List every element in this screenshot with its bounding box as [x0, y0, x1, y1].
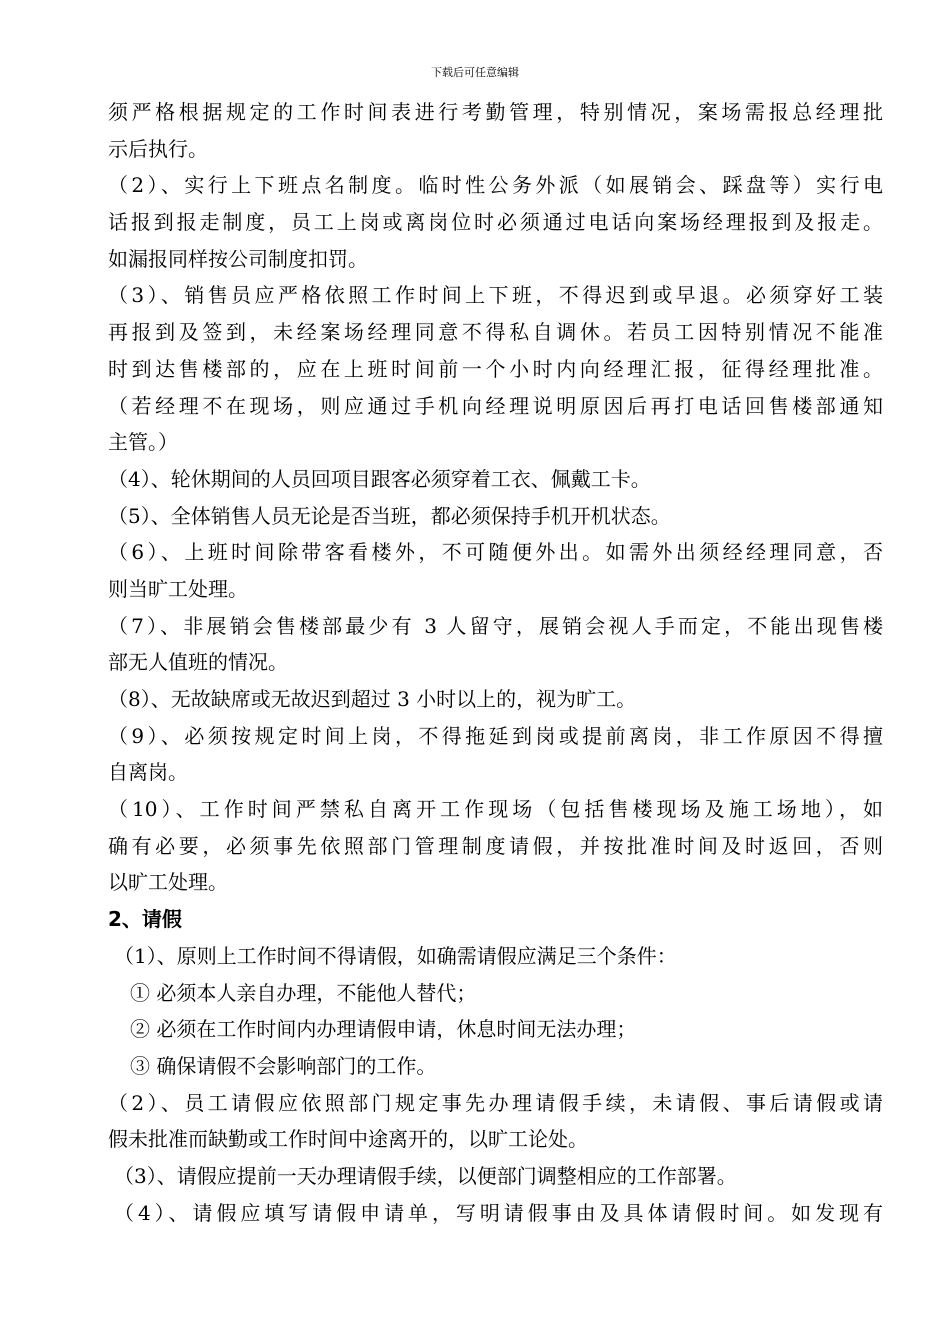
text-line: （4）、轮休期间的人员回项目跟客必须穿着工衣、佩戴工卡。 [108, 466, 651, 491]
text-line: （6）、上班时间除带客看楼外，不可随便外出。如需外出须经经理同意，否 [108, 540, 883, 565]
text-line: （10）、工作时间严禁私自离开工作现场（包括售楼现场及施工场地），如 [108, 797, 883, 822]
text-line: 假未批准而缺勤或工作时间中途离开的，以旷工论处。 [108, 1127, 588, 1152]
text-line: （2）、员工请假应依照部门规定事先办理请假手续，未请假、事后请假或请 [108, 1090, 883, 1115]
text-line: 示后执行。 [108, 136, 208, 161]
text-line: 部无人值班的情况。 [108, 650, 288, 675]
text-line: （3）、销售员应严格依照工作时间上下班，不得迟到或早退。必须穿好工装 [108, 283, 883, 308]
text-line: （3）、请假应提前一天办理请假手续，以便部门调整相应的工作部署。 [114, 1163, 737, 1188]
text-line: 话报到报走制度，员工上岗或离岗位时必须通过电话向案场经理报到及报走。 [108, 210, 883, 235]
text-line: 须严格根据规定的工作时间表进行考勤管理，特别情况，案场需报总经理批 [108, 100, 883, 124]
text-line: （7）、非展销会售楼部最少有 3 人留守，展销会视人手而定，不能出现售楼 [108, 613, 883, 638]
page-header: 下载后可任意编辑 [431, 66, 519, 79]
text-line: （若经理不在现场，则应通过手机向经理说明原因后再打电话回售楼部通知 [108, 393, 883, 418]
text-line: ① 必须本人亲自办理，不能他人替代； [130, 980, 477, 1005]
text-line: （2）、实行上下班点名制度。临时性公务外派（如展销会、踩盘等）实行电 [108, 173, 883, 198]
text-line: 以旷工处理。 [108, 870, 228, 895]
text-line: 自离岗。 [108, 760, 188, 785]
text-line: （9）、必须按规定时间上岗，不得拖延到岗或提前离岗，非工作原因不得擅 [108, 723, 883, 748]
text-line: （1）、原则上工作时间不得请假，如确需请假应满足三个条件： [114, 943, 677, 968]
document-body [108, 94, 883, 1231]
text-line: 如漏报同样按公司制度扣罚。 [108, 246, 368, 271]
text-line: ② 必须在工作时间内办理请假申请，休息时间无法办理； [130, 1017, 637, 1042]
text-line: ③ 确保请假不会影响部门的工作。 [130, 1053, 437, 1078]
text-line: （5）、全体销售人员无论是否当班，都必须保持手机开机状态。 [108, 503, 671, 528]
text-line: 确有必要，必须事先依照部门管理制度请假，并按批准时间及时返回，否则 [108, 833, 883, 858]
text-line: 再报到及签到，未经案场经理同意不得私自调休。若员工因特别情况不能准 [108, 320, 883, 345]
text-line: （4）、请假应填写请假申请单，写明请假事由及具体请假时间。如发现有 [114, 1200, 883, 1225]
text-line: 主管。） [108, 430, 178, 455]
section-heading: 2、请假 [108, 907, 182, 932]
text-line: 则当旷工处理。 [108, 576, 248, 601]
text-line: （8）、无故缺席或无故迟到超过 3 小时以上的，视为旷工。 [108, 687, 637, 711]
text-line: 时到达售楼部的，应在上班时间前一个小时内向经理汇报，征得经理批准。 [108, 356, 883, 381]
